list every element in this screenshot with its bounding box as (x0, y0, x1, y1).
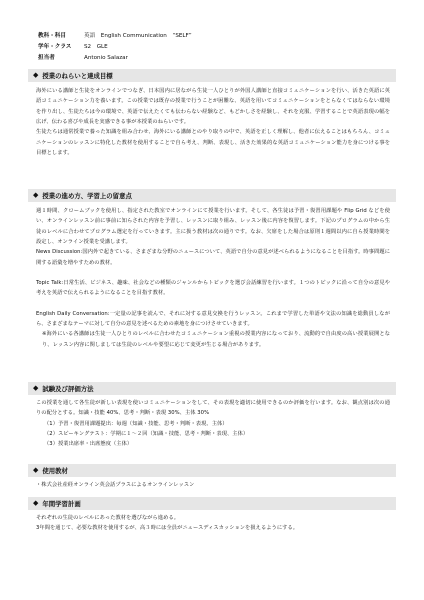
teacher-label: 担当者 (38, 55, 55, 61)
method-note: ※海外にいる各講師は生徒一人ひとりのレベルに合わせたコミュニケーション重視の授業内容になっており、流動的で自由度の高い授業展開となり、レッスン内容に関しましては生徒のレベルや要望に応じて変更が生じる場合があります。 (42, 331, 390, 348)
diamond-bullet-icon: ◆ (33, 384, 39, 392)
section-title: 年間学習計画 (42, 500, 81, 508)
diamond-bullet-icon: ◆ (33, 499, 39, 507)
section-body-evaluation (36, 398, 390, 450)
evaluation-paragraph: この授業を通して各生徒が新しい表現を使いコミュニケーションをして、その表現を適切に使用できるのか評価を行います。なお、観点別は次の通りの配分とする。知識・技能 40%、思考・判断・表現 30%、主体 30% (36, 400, 390, 417)
subject-label: 教科・科目 (38, 33, 66, 39)
section-body-method (36, 206, 390, 350)
section-heading-aims (28, 69, 396, 82)
aims-paragraph-2: 生徒たちは通常授業で養った知識を組み合わせ、海外にいる講師とのやり取りの中で、英語を正しく理解し、他者に伝えることはもちろん、コミュニケーションのレッスンに特化した教材を使用することで自ら考え、判断、表現し、活きた効果的な英語コミュニケーション能力を身につける事を目標とします。 (36, 129, 390, 157)
header-row-subject (38, 31, 192, 42)
teacher-value: Antonio Salazar (84, 55, 128, 61)
list-item: （3）授業出席率・出席態度（主体） (44, 441, 133, 448)
section-body-aims (36, 86, 390, 158)
materials-paragraph: ・株式会社産経オンライン英会話プラスによるオンラインレッスン (36, 482, 195, 488)
method-paragraph-news: News Discussion:国内外で起きている、さまざまな分野のニュースについて、英語で自分の意見が述べられるようになることを目指す。時事問題に関する語彙を増やすための教材。 (36, 249, 390, 266)
list-item: （1）予習・復習用課題提出：毎週（知識・技能、思考・判断・表現、主体） (44, 420, 228, 427)
course-header (38, 31, 192, 64)
section-title: 授業のねらいと達成目標 (42, 72, 113, 80)
section-body-plan (36, 513, 390, 534)
plan-paragraph-2: 3年間を通じて、必要な教材を使用するが、高３時には全員がニュースディスカッションを扱えるようにする。 (36, 525, 299, 532)
section-heading-method (28, 189, 396, 202)
section-body-materials (36, 480, 390, 490)
section-title: 試験及び評価方法 (42, 385, 94, 393)
grade-label: 学年・クラス (38, 44, 72, 50)
evaluation-list (36, 419, 390, 450)
method-paragraph-daily: English Daily Conversation:一定量の記事を読んで、それに対する意見交換を行うレッスン。これまで学習した単語や文法の知識を総動員しながら、さまざまなテーマに対して自分の意見を述べるための素地を身につけさせていきます。 (36, 310, 390, 328)
method-paragraph-topic: Topic Talk:日常生活、ビジネス、趣味、社会などの種類のジャンルからトピックを選び会話練習を行います。１つのトピックに沿って自分の意見や考えを英語で伝えられるようになることを目指す教材。 (36, 280, 390, 297)
diamond-bullet-icon: ◆ (33, 71, 39, 79)
diamond-bullet-icon: ◆ (33, 466, 39, 474)
method-paragraph-1: 週１時間、クロームブックを使用し、指定された教室でオンラインにて授業を行います。そして、各生徒は予習・復習用課題や Flip Grid などを使い、オンラインレッスン前に事前に知らされた内容を予習し、レッスンに取り組み、レッスン後に内容を復習します。下記のプログラムの中から生徒のレベルに合わせてプログラム選定を行っていきます。主に扱う教材は次の通りです。なお、欠席をした場合は原則１週間以内に自ら授業時間を設定し、オンライン授業を受講します。 (36, 208, 390, 246)
section-heading-evaluation (28, 382, 396, 395)
subject-value: 英語 English Communication “SELF” (84, 33, 192, 39)
section-title: 授業の進め方、学習上の留意点 (42, 192, 132, 200)
section-title: 使用教材 (42, 467, 68, 475)
section-heading-materials (28, 464, 396, 477)
header-row-teacher (38, 53, 192, 64)
aims-paragraph-1: 海外にいる講師と生徒をオンラインでつなぎ、日本国内に居ながら生徒一人ひとりが外国人講師と直接コミュニケーションを行い、活きた英語に英語コミュニケーション力を養います。この授業では既存の授業で行うことが困難な、英語を用いてコミュニケーションをとらなくてはならない環境を作り出し、生徒たちは今の環境で、英語で伝えたくても伝わらない経験など、もどかしさを経験し、それを克服、学習することで英語表現の幅を広げ、伝わる喜びや成長を実感できる事が本授業のねらいです。 (36, 88, 390, 126)
grade-value: S2 GLE (84, 44, 108, 50)
section-heading-plan (28, 497, 396, 510)
diamond-bullet-icon: ◆ (33, 191, 39, 199)
list-item: （2）スピーキングテスト：学期に１～２回（知識・技能、思考・判断・表現、主体） (44, 431, 249, 438)
plan-paragraph-1: それぞれの生徒のレベルにあった教材を選びながら進める。 (36, 515, 180, 521)
header-row-grade (38, 42, 192, 53)
